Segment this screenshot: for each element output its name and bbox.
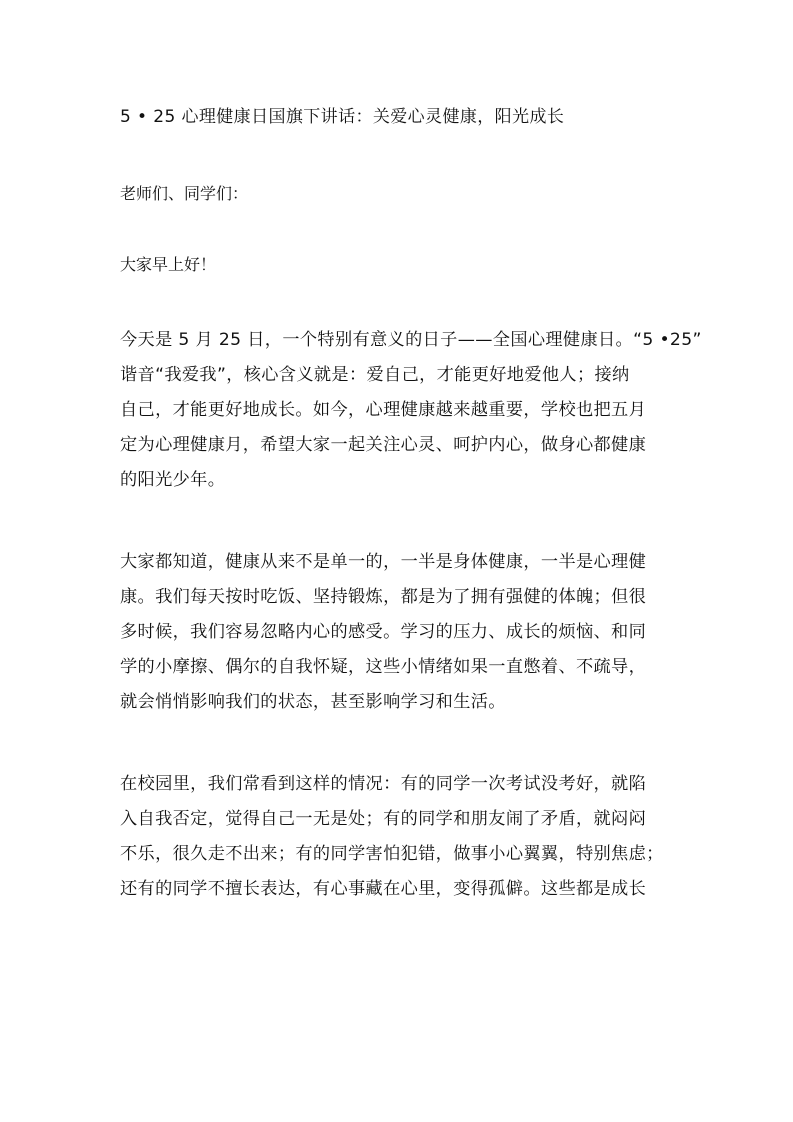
paragraph-line: 还有的同学不擅长表达，有心事藏在心里，变得孤僻。这些都是成长 [120,879,647,899]
paragraph-line: 康。我们每天按时吃饭、坚持锻炼，都是为了拥有强健的体魄；但很 [120,587,647,607]
paragraph-health [120,545,680,720]
paragraph-line: 多时候，我们容易忽略内心的感受。学习的压力、成长的烦恼、和同 [120,622,647,642]
document-title: 5 • 25 心理健康日国旗下讲话：关爱心灵健康，阳光成长 [120,107,565,127]
paragraph-intro [120,323,702,498]
paragraph-line: 入自我否定，觉得自己一无是处；有的同学和朋友闹了矛盾，就闷闷 [120,809,647,829]
paragraph-line: 就会悄悄影响我们的状态，甚至影响学习和生活。 [120,692,506,712]
document-body [120,101,702,907]
paragraph-campus [120,767,680,907]
paragraph-line: 不乐，很久走不出来；有的同学害怕犯错，做事小心翼翼，特别焦虑； [120,844,664,864]
greeting: 大家早上好！ [120,255,217,274]
paragraph-line: 学的小摩擦、偶尔的自我怀疑，这些小情绪如果一直憋着、不疏导， [120,657,647,677]
paragraph-line: 定为心理健康月，希望大家一起关注心灵、呵护内心，做身心都健康 [120,435,647,455]
paragraph-line: 大家都知道，健康从来不是单一的，一半是身体健康，一半是心理健 [120,552,647,572]
salutation: 老师们、同学们： [120,184,249,203]
paragraph-line: 今天是 5 月 25 日，一个特别有意义的日子——全国心理健康日。“5 •25” [120,330,702,350]
paragraph-line: 谐音“我爱我”，核心含义就是：爱自己，才能更好地爱他人；接纳 [120,365,630,385]
paragraph-line: 在校园里，我们常看到这样的情况：有的同学一次考试没考好，就陷 [120,774,647,794]
paragraph-line: 自己，才能更好地成长。如今，心理健康越来越重要，学校也把五月 [120,400,647,420]
paragraph-line: 的阳光少年。 [120,470,226,490]
